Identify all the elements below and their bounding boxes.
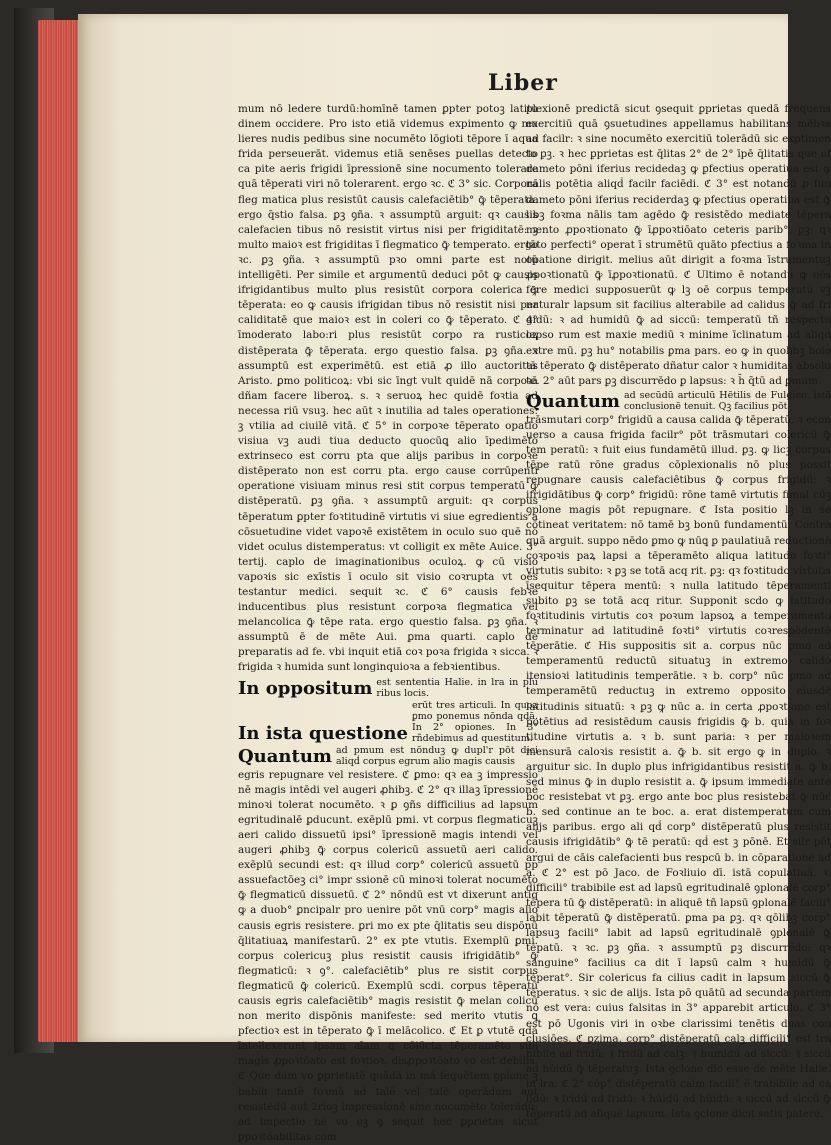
right-column [526,102,831,1122]
left-heading-in-ista-questione [238,700,538,744]
book-page [78,14,831,1143]
heading-tail-text: ad pmum est nōnduꝫ ꝙ dupl'r pōt dici aliqḋ corpus egrum alio magis causis [335,744,538,767]
heading-tail-text: erūt tres articuli. In quoꝝ ꝑmo ponemus nōnda qdā. In 2° opiones. In 3° rñdebimus ad questitum. [411,699,538,744]
page-stack-edges [38,20,82,1042]
section-heading: Quantum [238,745,332,767]
heading-tail-text: ad secūdū articulū Hētilis de Fulgieo. istā conclusionē tenuit. Qꝫ facilius pōt [623,389,831,412]
section-heading: In ista questione [238,722,408,744]
section-heading: In oppositum [238,677,373,699]
right-paragraph-2: trāsmutari corp° frigidū a causa calida ꝙ̄ tēperatū. ꝛ econ uerso a causa frigida facilr° pōt trāsmutari colericū ꝙ̄ tem peratū: ꝛ fuit eius fundamētū illud. ꝑꝫ. ꝙ licꝫ corpus tēpe ratū rōne gradus cōplexionalis nō plus possit repugnare causis calefaciētibus ꝙ̄ corpus frigidū: ꝛ ifrigidātibus ꝙ̄ corp° frigidū: rōne tamē virtutis fimul cūꝫ ꝯplone magis pōt repugnare. ℭ Ista positio lꝫ in se cōtineat veritatem: nō tamē bꝫ bonū fundamentū. Contra quā arguit. suppo nēdo ꝑmo ꝙ nūꝗ ꝑ paulatiuā reductionē coꝛpoꝛis paꝝ lapsi a tēperamēto aliqua latitudo foꝛti° virtutis subito: ꝛ ꝑꝫ se totā acq rit. ꝑꝫ: qꝛ foꝛtitudo virtutis īsequitur tēpera mentū: ꝛ nulla latitudo tēperamenti subito ꝑꝫ se totā acq ritur. Supponit scdo ꝙ latitudo foꝛtitudinis virtutis coꝛ poꝛum lapsoꝝ a temperamento terminatur ad latitudinē foꝛti° virtutis coꝛrespōdentē tēperātie. ℭ His suppositis sit a. corpus nūc ꝑmo ad temperamentū reductū situatuꝫ in extremo calido itensioꝛi latitudinis temperātie. ꝛ b. corp° nūc ꝑmo ad temperamētū reductuꝫ in extremo opposito eiusdē latitudinis situatū: ꝛ ꝑꝫ ꝙ nūc a. in certa ꝓpoꝛtione est potētius ad resistēdum causis frigidis ꝙ̄ b. quia in foꝛ titudine virtutis a. ꝛ b. sunt paria: ꝛ per maioꝛem mensurā caloꝛis resistit a. ꝙ̄ b. sit ergo ꝙ in duplo. ꝛ arguitur sic. In duplo plus infrigidantibus resistit a. ꝙ̄ b. sed minus ꝙ̄ in duplo resistit a. ꝙ̄ ipsum immediate ante boc resistebat vt ꝑꝫ. ergo ante boc plus resistebat ꝙ̄ nūc b. sed continue an te boc. a. erat distemperatum cum alijs paribus. ergo ali qḋ corp° distēperatū plus resistit causis ifrigidātib° ꝙ̄ tē peratū: qḋ est ꝫ pōnē. Et silr pōt argui de cāis calefacienti bus respcū b. in cōparatione ad a. ℭ 2° est pō Jaco. de Foꝛliuio dī. istā copulatiuā. ꝛ. difficili° trabibile est ad lapsū egritudinalē ꝯplonalē corp° tēpera tū ꝙ̄ distēperatū: in aliquē tñ lapsū ꝯplonalē facili° labit tēperatū ꝙ̄ distēperatū. ꝑma pa ꝑꝫ. qꝛ qōlibꝫ corp° lapsuꝫ facili° labit ad lapsū egritudinalē ꝯplonalē ꝙ̄ tēpatū. ꝛ ꝛc. ꝑꝫ ꝯña. ꝛ assumptū ꝑꝫ discurrēdo: qꝛ sanguine° facilius ca dit ī lapsū calm ꝛ humidū ꝙ̄ tēperat°. Sir colericus fa cilius cadit in lapsum siccū ꝙ̄ tēperatus. ꝛ sic de alijs. Ista pō quātū ad secunda partem nō est vera: cuius falsitas in 3° apparebit articulo. ℭ 3° est pō Ugonis viri in oꝛbe clarissimi tenētis duas con clusiōes. ℭ ꝑzima. corp° distēperatū calꝫ difficili° est tra hibile ad fridū: ꝛ fridū ad calꝫ: ꝛ humidū ad siccū: ꝛ siccū ad hūidū ꝙ̄ tēperatuꝫ. Ista ꝯclone dīc esse de mēte Halie. in lra. ℭ 2° cōp° distēperatū calm facili° ē trabibile ad ca lidū: ꝛ fridū ad fridū: ꝛ hūidū ad hūidū: ꝛ siccū ad siccū ꝙ̄ tēperatū ad aliquē lapsum. Ista ꝯclone dicit satis patere. [526,413,831,1121]
section-heading: Quantum [526,390,620,412]
running-head: Liber [488,70,558,96]
heading-tail-text: est sententia Halie. in lra in plu ribus locis. [376,676,538,699]
left-heading-quantum [238,745,538,767]
left-heading-in-oppositum [238,677,538,699]
left-column [238,102,538,1145]
right-heading-quantum [526,390,831,412]
left-paragraph-1: mum nō ledere turdū:homīnē tamen ꝑpter potoꝫ latitu dinem occidere. Pro isto etiā videmus expimento ꝙ mu lieres nudis pedibus sine nocumēto lōgioti tēpore ī aqua frida perseuerāt. videmus etiā senēses puellas detecto ca pite aeris frigidi īpressionē sine nocumento tolerare quā tēperati viri nō tolerarent. ergo ꝛc. ℭ 3° sic. Corpora fleg matica plus resistūt causis calefaciētib° ꝙ̄ tēperata. ergo q̄stio falsa. ꝑꝫ ꝯña. ꝛ assumptū arguit: qꝛ causis calefacien tibus nō resistit virtus nisi per frigiditatē: ꝫ multo maioꝛ est frigiditas ī flegmatico ꝙ̄ temperato. ergo ꝛc. ꝑꝫ ꝯña. ꝛ assumptū pꝛo omni parte est notū intelligēti. Per simile et argumentū deduci pōt ꝙ causis ifrigidantibus multo plus resistūt corpora colerica ꝙ̄ tēperata: eo ꝙ causis ifrigidan tibus nō resistit nisi per caliditatē que maioꝛ est in coleri co ꝙ̄ tēperato. ℭ 4° īmoderato labo:ri plus resistūt corpo ra rusticoꝝ distēperata ꝙ̄ tēperata. ergo questio falsa. ꝑꝫ ꝯña. ꝛ assumptū est experimētū. est etiā ꝓ illo auctoritas Aristo. ꝑmo politicoꝝ: vbi sic īngt vult quidē nā corpoꝛā dñam facere liberoꝝ. s. ꝛ seruoꝝ hec quidē foꝛtia ad necessa riū vsuꝫ. hec aūt ꝛ inutilia ad tales operationes: ꝫ vtilia ad ciuilē vitā. ℭ 5° in corpoꝛe tēperato opatio visiua vꝫ audi tiua deducto quocūꝗ alio īpedimēto extrinseco est corru pta que alijs paribus in corpoꝛe distēperato non est corru pta. ergo cause corrūpenti operatione visiuam minus resi stit corpus temperatū ꝙ̄ distēperatū. ꝑꝫ ꝯña. ꝛ assumptū arguit: qꝛ corpus tēperatum ꝑpter foꝛtitudinē virtutis vi siue egredientis a cōsuetudine videt vapoꝛē existētem in oculo suo quē nō videt oculus distemperatus: vt colligit ex mēte Auice. 3° tertij. caplo de imaginationibus oculoꝝ. ꝙ cū visio vapoꝛis sic exīstis ī oculo sit visio coꝛrupta vt oēs testantur medici. sequit ꝛc. ℭ 6° causis febꝛe inducentibus plus resistunt corpoꝛa flegmatica vel melancolica ꝙ̄ tēpe rata. ergo questio falsa. ꝑꝫ ꝯña. ꝛ assumptū ē de mēte Aui. ꝑma quarti. caplo de preparatis ad fe. vbi inquit etiā coꝛ poꝛa frigida ꝛ sicca. ꝛ frigida ꝛ humida sunt longinquioꝛa a febꝛientibus. [238,103,538,674]
right-paragraph-1: plexionē predictā sicut ꝯsequit ꝑprietas quedā frequens exercitiū quā ꝯsuetudines appellamus habilitans mēbꝛa ad facilr: ꝛ sine nocumēto exercitiū tolerādū sic exptimen to ꝑꝫ. ꝛ hec ꝑprietas est q̄litas 2° de 2° īpē q̄litatis que of dameto pōni iferius recidedaꝫ ꝙ ꝑfectius operatiua est ꝙ nālis potētia aliqḋ facilr faciēdi. ℭ 3° est notandū ꝓ fun dameto pōni iferius reciderdaꝫ ꝙ pfectius operatiua est ꝙ̄ libꝫ foꝛma nālis tam agēdo ꝙ̄ resistēdo mediate tēpera mento ꝓpoꝛtionato ꝙ̄ īꝓpoꝛtiōato ceteris parib°. ꝑꝫ: qꝛ tāto perfecti° operat ī strumētū quāto pfectius a foꝛma in opatione dirigit. melius aūt dirigit a foꝛma īstrumentuꝫ ꝓpoꝛtionatū ꝙ̄ īꝓpoꝛtionatū. ℭ Ultimo ē notandu ꝙ oēs fere medici supposuerūt ꝙ lꝫ oē corpus temperatū vꝫ naturalr lapsum sit facilius alterabile ad calidus ꝙ̄ ad fri gidū: ꝛ ad humidū ꝙ̄ ad siccū: temperatū tñ respectu lapso rum est maxie mediū ꝛ minime īclinatum ad aliqḋ extre mū. ꝑꝫ hu° notabilis ꝑma pars. eo ꝙ in quolibꝫ boie tā tēperato ꝙ̄ distēperato dñatur calor ꝛ humiditas absolu te. 2° aūt pars ꝑꝫ discurrēdo ꝑ lapsus: ꝛ h̄ q̄tū ad ꝑmum. [526,103,831,387]
left-paragraph-2: egris repugnare vel resistere. ℭ ꝑmo: qꝛ ea ꝫ impressio nē magis intēdi vel augeri ꝓhibꝫ. ℭ 2° qꝛ illaꝫ īpressionē minoꝛi tolerat nocumēto. ꝛ ꝑ ꝯñs difficilius ad lapsum egritudinalē ꝑducunt. exēplū pmi. vt corpus flegmaticuꝫ aeri calido dissuetū ipsi° īpressionē magis intendi vel augeri ꝓhibꝫ ꝙ̄ corpus colericū assuetū aeri calido. exēplū secundi est: qꝛ illud corp° colericū assuetū pp assuefactōeꝫ ci° impr ssionē cū minoꝛi tolerat nocumēto ꝙ̄ flegmaticū dissuetū. ℭ 2° nōndū est vt dixerunt antiq ꝙ a duob° ꝑncipalr pro uenire pōt vnū corp° magis alio causis egris resistere. ꝑri mo ex pte q̄litatis seu dispōnū q̄litatiuaꝝ manifestarū. 2° ex pte vtutis. Exemplū ꝑmi. corpus colericuꝫ plus resistit causis ifrigidātib° ꝙ̄ flegmaticū: ꝛ ꝯ°. calefaciētib° plus re sistit corpus flegmaticū ꝙ̄ colericū. Exemplū scdi. corpus tēperatū causis egris calefaciētib° magis resistit ꝙ̄ melan colicū non merito dispōnis manifeste: sed merito vtutis ꝗ pfectioꝛ est in tēperato ꝙ̄ ī melācolico. ℭ Et ꝑ vtutē qdā īntellexerunt ipsam aīam q cōiūcta tēperamēto sibi magis ꝓpoꝛtōato est foꝛtioꝛ. disꝓpoꝛtōato vo est debilis. ℭ Que dam vo ꝑprietatē quādā in mā ſequētem ꝯplone ꝫ babili tantē foꝛmā ad talē vel talē operādum aut resistēdū aut 2rioꝫ impressionē sine nocumēto tolerādū: ad impectio nē vo eꝫ ꝯ sequit hec ꝑprietas sicut ꝑpoꝛtōabilitas com [238,768,538,1143]
